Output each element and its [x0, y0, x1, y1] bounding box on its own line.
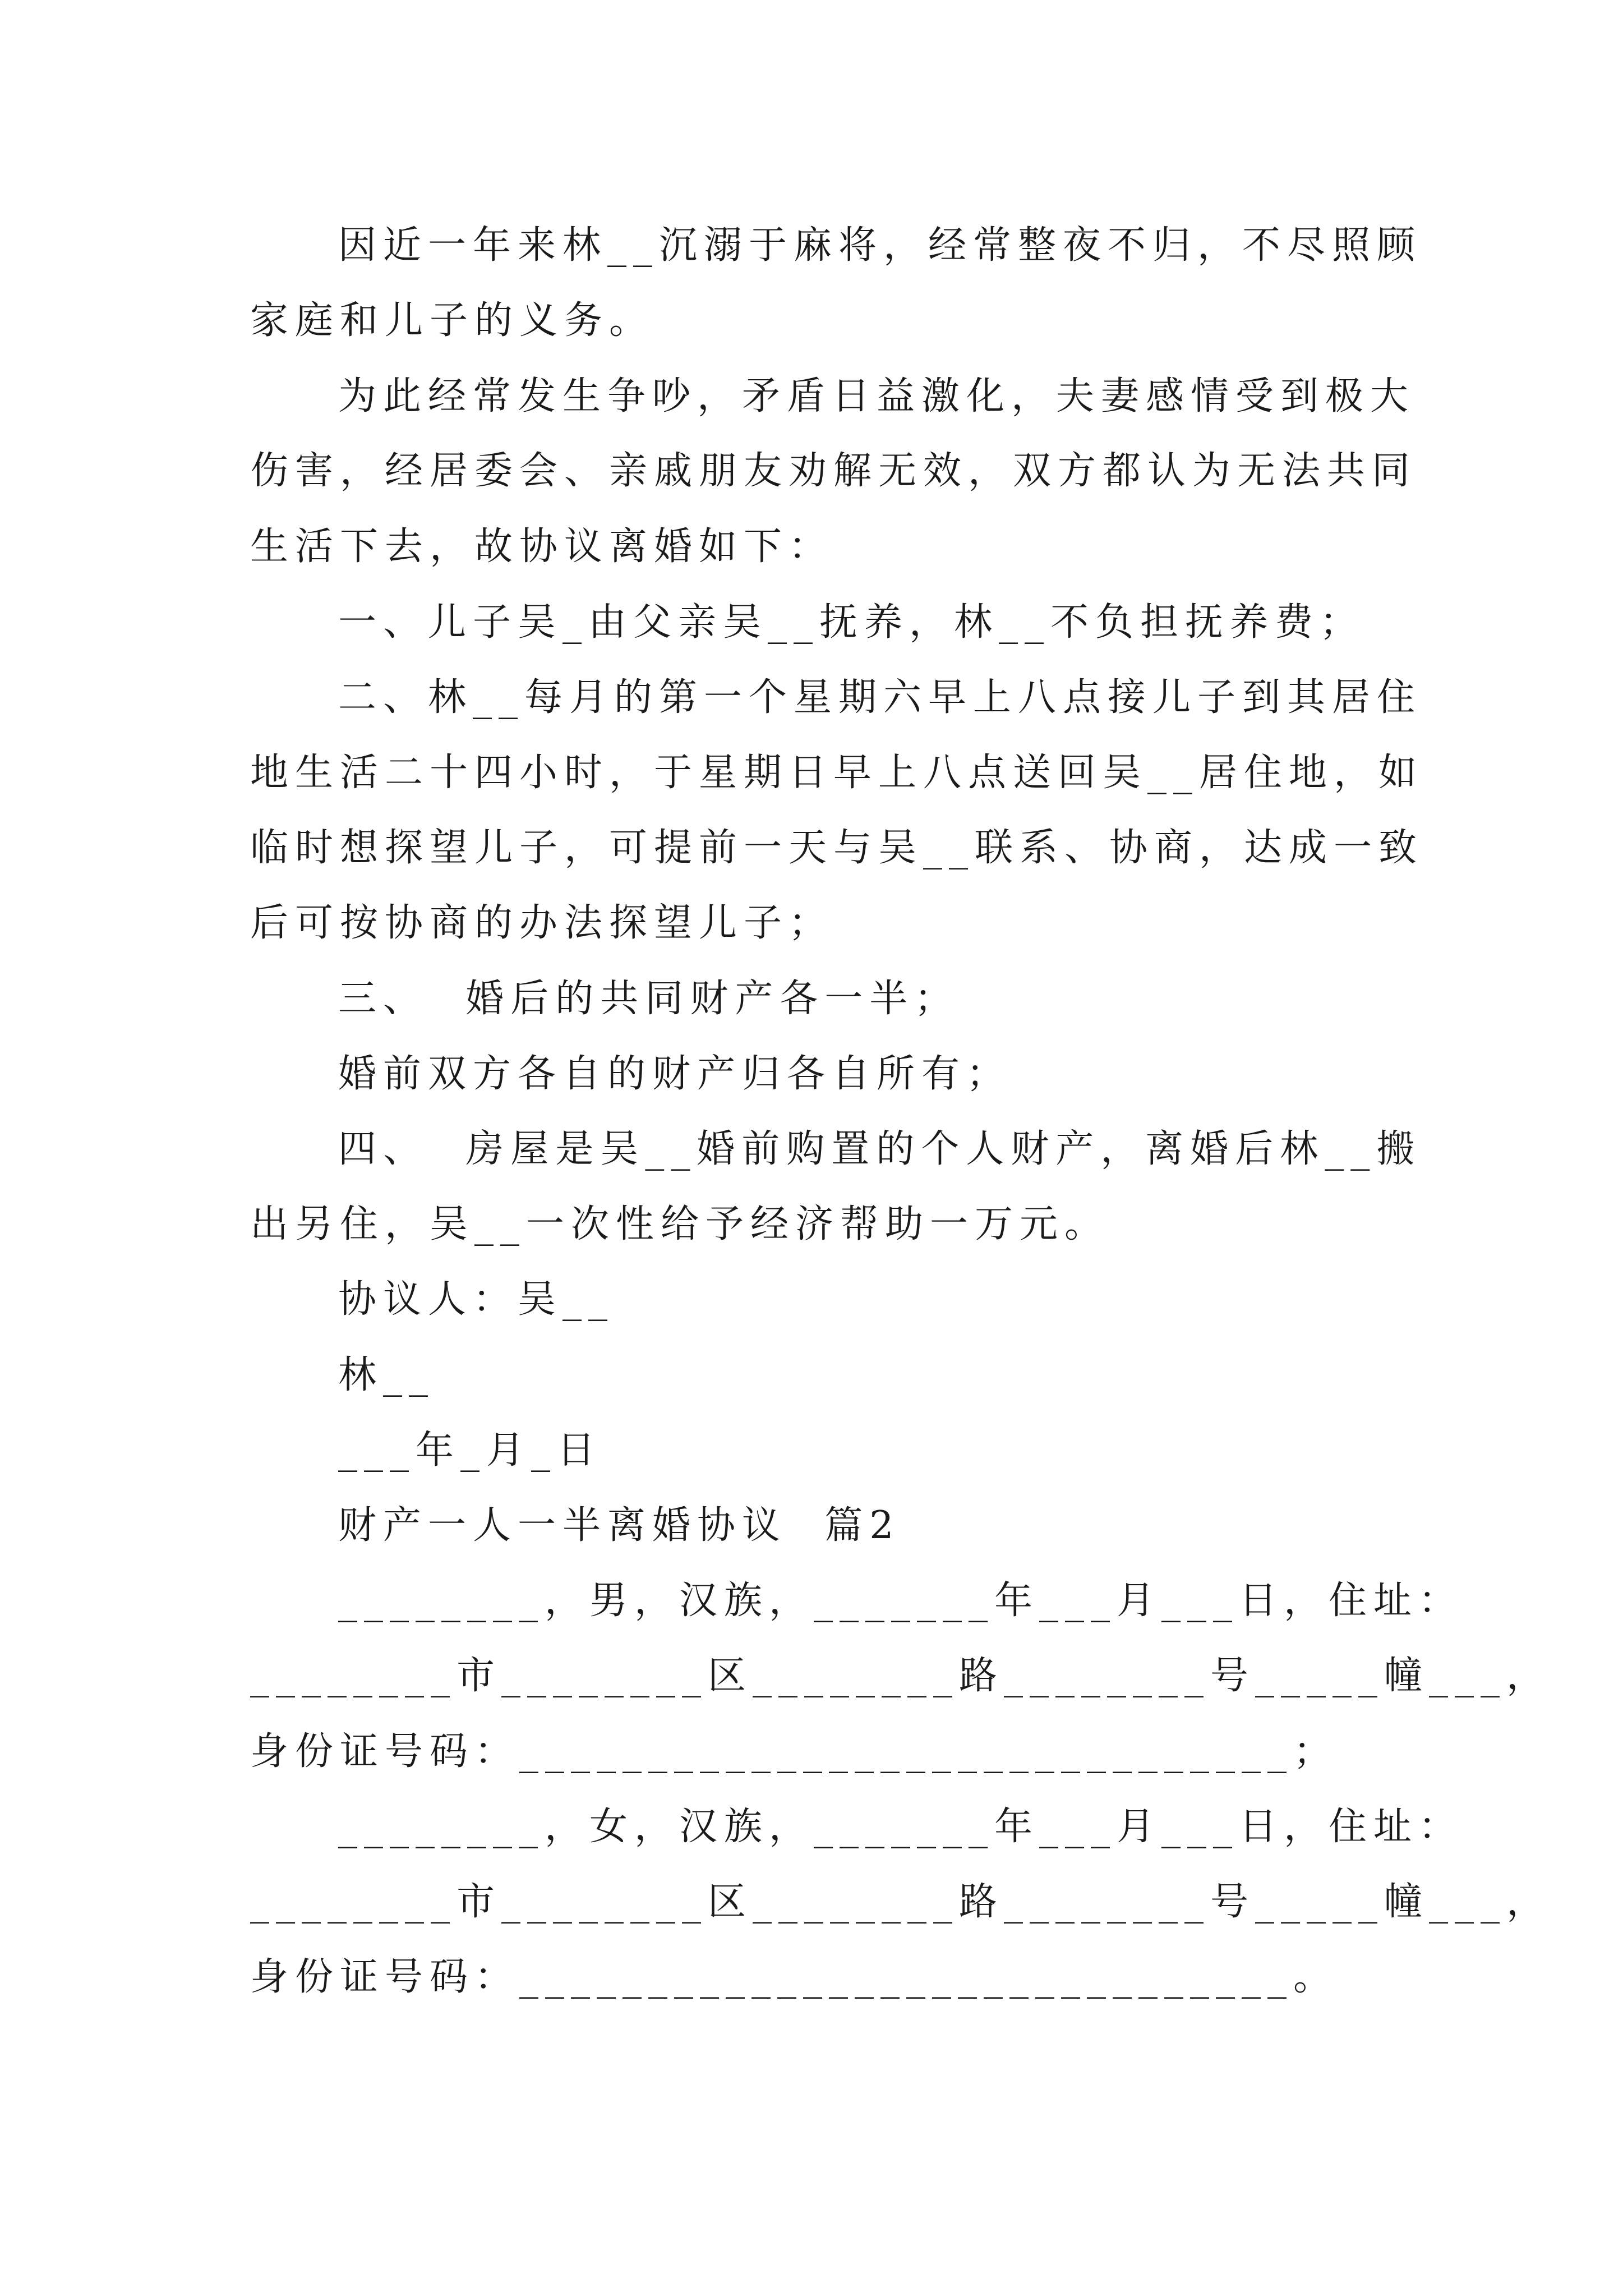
date-line: ___年_月_日	[338, 1428, 602, 1473]
party-two-line-2: ________市________区________路________号_____幢___，	[250, 1880, 1552, 1924]
party-one-line-3: 身份证号码：______________________________；	[250, 1729, 1339, 1774]
signatory-line-2: 林__	[338, 1353, 435, 1397]
clause-three-note: 婚前双方各自的财产归各自所有；	[338, 1052, 1012, 1096]
paragraph-line-2: 家庭和儿子的义务。	[250, 298, 654, 343]
paragraph-line-3: 为此经常发生争吵，矛盾日益激化，夫妻感情受到极大	[338, 374, 1415, 418]
paragraph-line-5: 生活下去，故协议离婚如下：	[250, 524, 834, 569]
clause-three-line: 三、 婚后的共同财产各一半；	[338, 977, 960, 1021]
party-one-line-1: ________，男，汉族，_______年___月___日，住址：	[338, 1579, 1464, 1623]
clause-four-line-2: 出另住，吴__一次性给予经济帮助一万元。	[250, 1202, 1110, 1246]
clause-one-line: 一、儿子吴_由父亲吴__抚养，林__不负担抚养费；	[338, 600, 1365, 645]
paragraph-line-4: 伤害，经居委会、亲戚朋友劝解无效，双方都认为无法共同	[250, 449, 1417, 493]
paragraph-line-1: 因近一年来林__沉溺于麻将，经常整夜不归，不尽照顾	[338, 223, 1422, 268]
clause-two-line-2: 地生活二十四小时，于星期日早上八点送回吴__居住地，如	[250, 751, 1424, 795]
clause-two-line-3: 临时想探望儿子，可提前一天与吴__联系、协商，达成一致	[250, 826, 1424, 870]
signatory-line-1: 协议人：吴__	[338, 1277, 615, 1322]
party-two-line-1: ________，女，汉族，_______年___月___日，住址：	[338, 1805, 1464, 1849]
section-heading: 财产一人一半离婚协议 篇2	[338, 1503, 901, 1548]
party-one-line-2: ________市________区________路________号_____幢___，	[250, 1654, 1552, 1698]
clause-two-line-4: 后可按协商的办法探望儿子；	[250, 901, 834, 945]
clause-two-line-1: 二、林__每月的第一个星期六早上八点接儿子到其居住	[338, 675, 1422, 720]
clause-four-line-1: 四、 房屋是吴__婚前购置的个人财产，离婚后林__搬	[338, 1127, 1422, 1171]
party-two-line-3: 身份证号码：______________________________。	[250, 1955, 1339, 1999]
